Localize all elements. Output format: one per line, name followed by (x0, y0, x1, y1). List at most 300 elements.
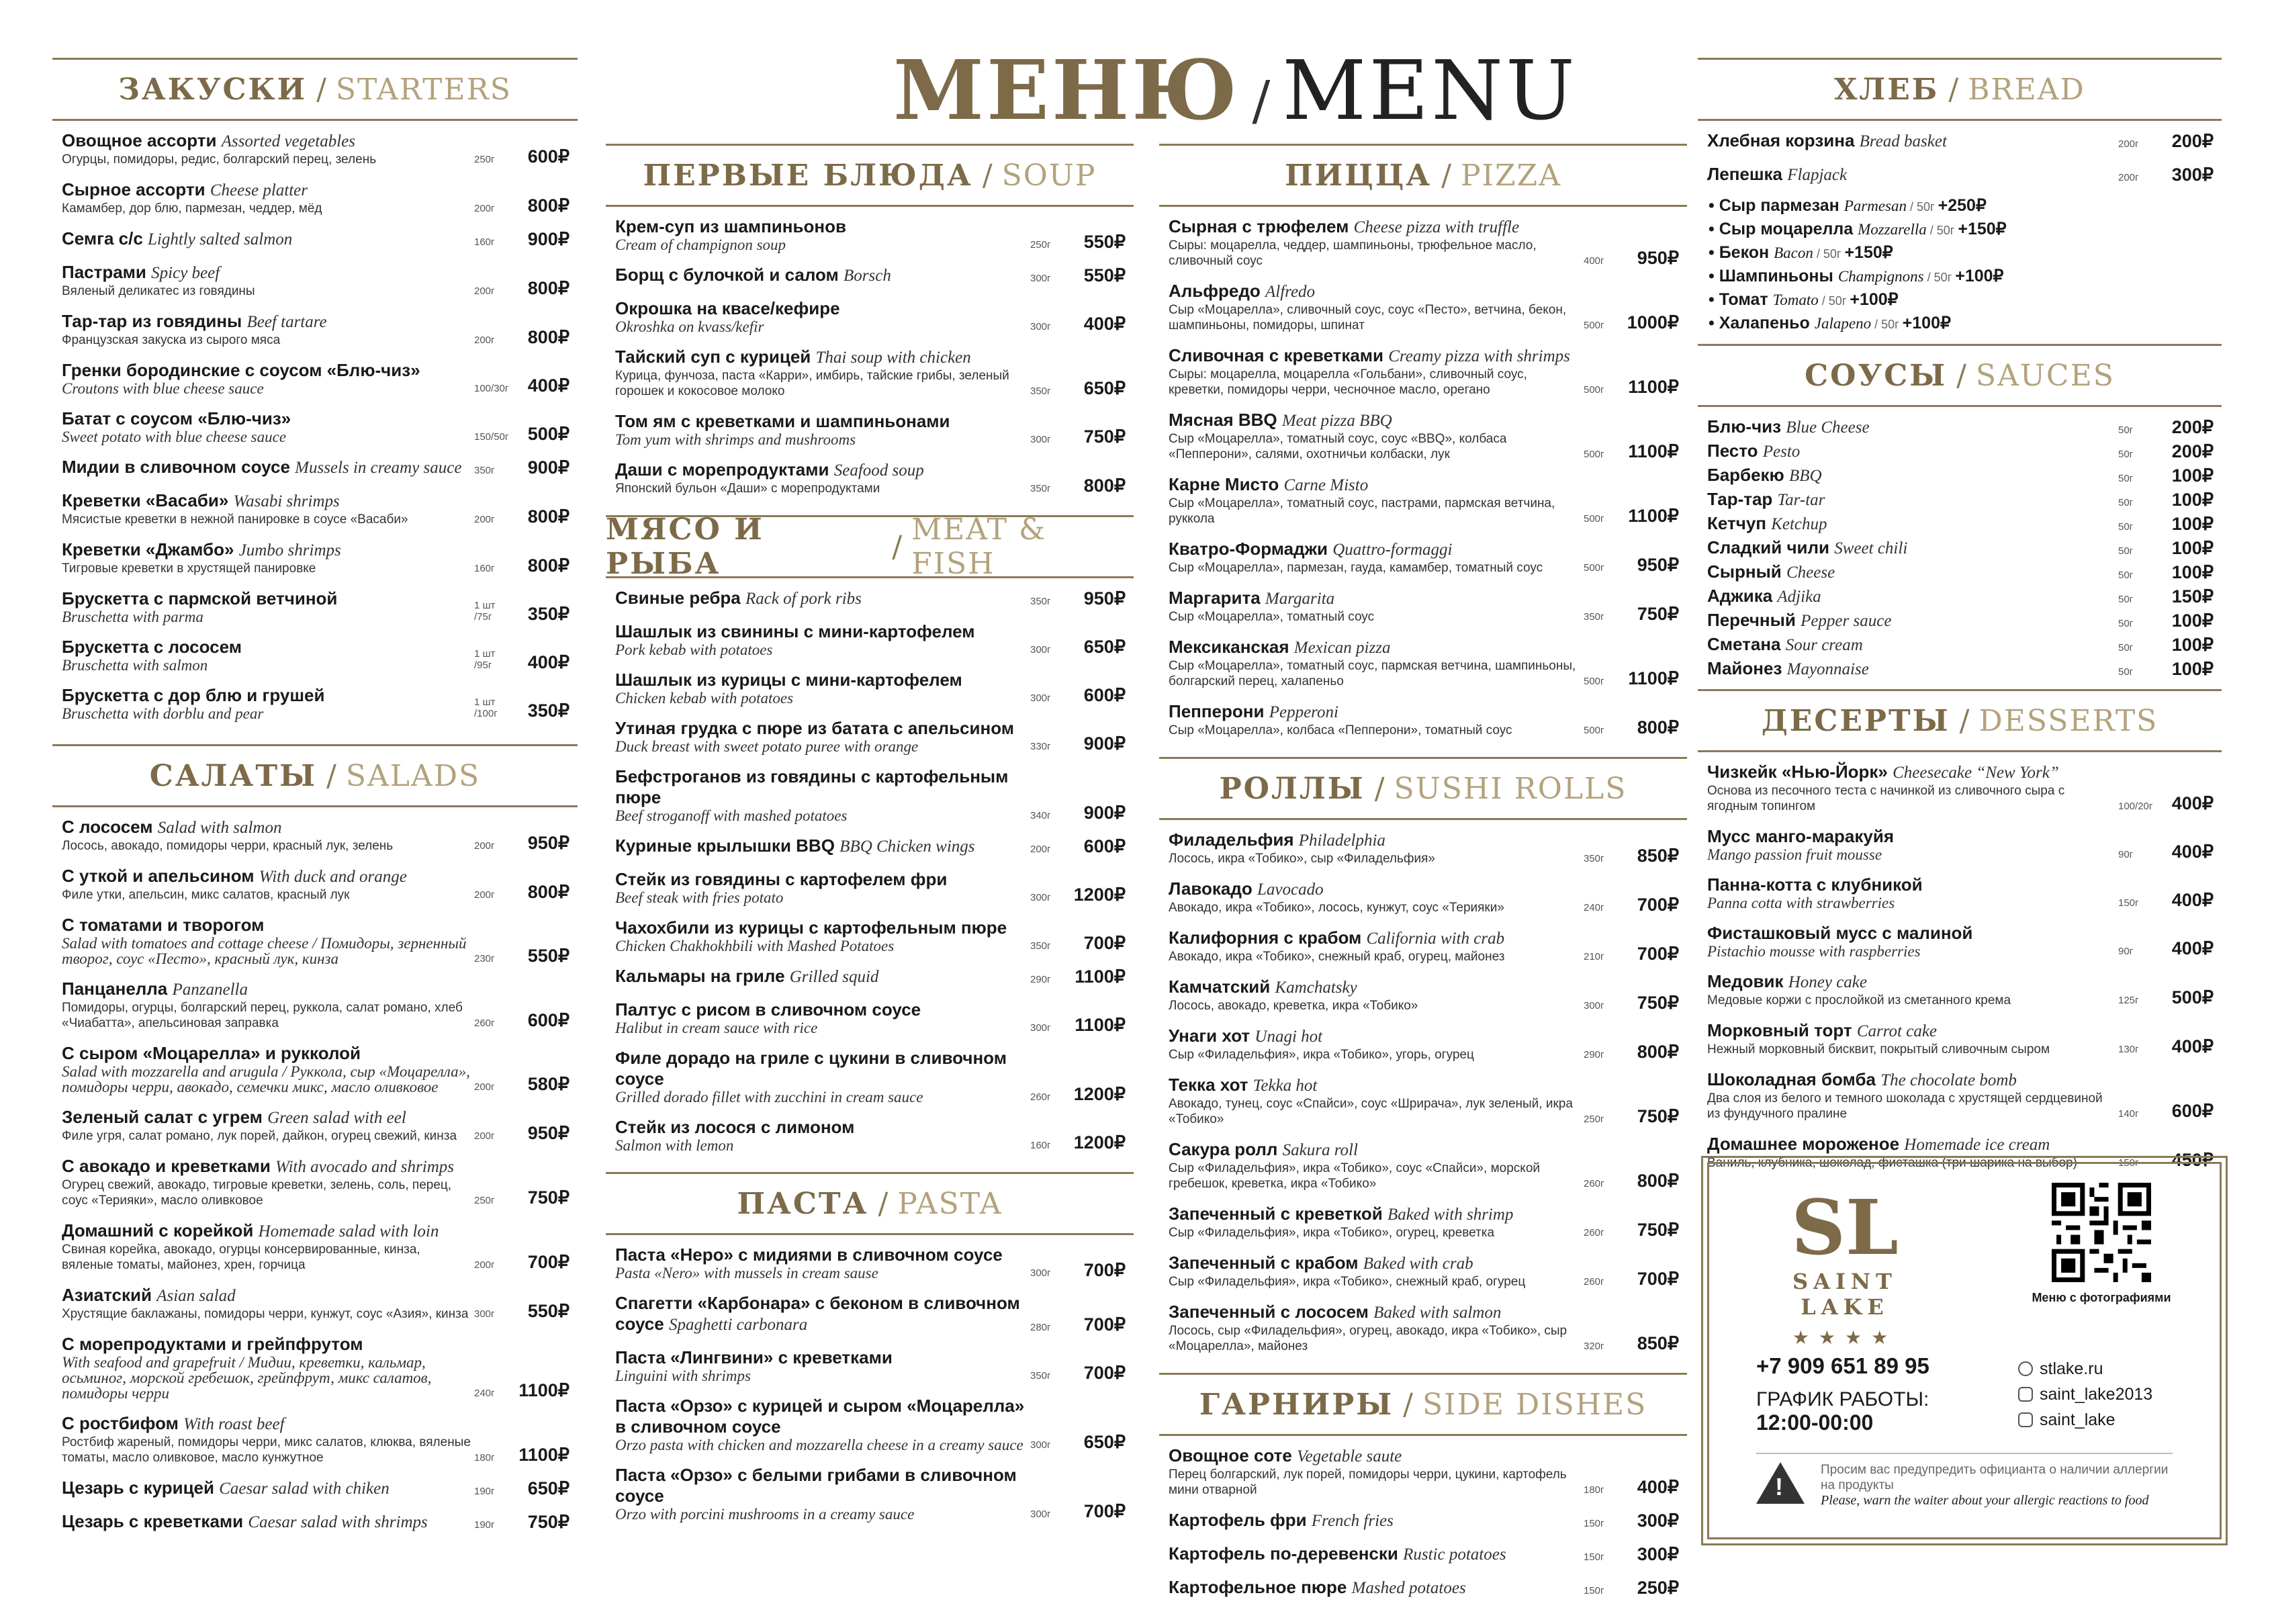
item-text (1707, 1069, 2118, 1122)
item-name-en: Caesar salad with shrimps (248, 1513, 428, 1531)
item-name-en: Borsch (844, 267, 891, 285)
item-text (62, 1478, 474, 1499)
warning-text-en: Please, warn the waiter about your allergic reactions to food (1821, 1493, 2149, 1508)
item-text (62, 817, 474, 854)
item-text (615, 718, 1030, 754)
item-name: Альфредо Alfredo (1169, 281, 1316, 301)
menu-item (62, 360, 570, 396)
item-price: 650₽ (527, 1478, 570, 1498)
warning-icon: ! (1756, 1462, 1805, 1504)
item-name: Текка хот Tekka hot (1169, 1075, 1318, 1095)
item-description: Вяленый деликатес из говядины (62, 284, 255, 298)
menu-item (615, 347, 1126, 399)
item-name: Медовик Honey cake (1707, 971, 1868, 991)
item-name: Гренки бородинские с соусом «Блю-чиз» (62, 360, 420, 380)
menu-item (62, 588, 570, 625)
item-name: Креветки «Васаби» Wasabi shrimps (62, 490, 340, 510)
item-weight: 260г (1584, 1227, 1604, 1238)
item-text (615, 588, 1030, 609)
item-name-en: Unagi hot (1255, 1028, 1323, 1046)
item-description: Камамбер, дор блю, пармезан, чеддер, мёд (62, 201, 322, 216)
menu-item (62, 1043, 570, 1095)
qr-code-icon[interactable] (2052, 1183, 2151, 1282)
item-text (1707, 634, 2118, 656)
item-weight: 200г (474, 334, 495, 346)
addon-price: +150₽ (1844, 243, 1893, 262)
item-text (615, 265, 1030, 286)
menu-item (1707, 164, 2214, 185)
item-weight: 290г (1584, 1049, 1604, 1061)
item-price: 800₽ (527, 882, 570, 902)
item-name: Тайский суп с курицей Thai soup with chicken (615, 347, 971, 367)
item-name-en: Kamchatsky (1275, 979, 1357, 997)
phone-number[interactable]: +7 909 651 89 95 (1756, 1353, 1929, 1378)
item-name: Картофель по-деревенски Rustic potatoes (1169, 1543, 1506, 1564)
item-price: 350₽ (527, 604, 570, 624)
item-weight: 280г (1030, 1322, 1051, 1333)
item-weight: 300г (1030, 273, 1051, 284)
item-text (1169, 829, 1584, 866)
item-text (62, 1043, 474, 1095)
item-name: Тар-тар из говядины Beef tartare (62, 311, 327, 331)
item-text (1707, 762, 2118, 814)
item-price: 600₽ (527, 146, 570, 167)
item-description: Свиная корейка, авокадо, огурцы консервированные, кинза, вяленые томаты, майонез, хрен, горчица (62, 1243, 420, 1272)
item-weight: 260г (1584, 1178, 1604, 1189)
menu-item (1169, 216, 1679, 269)
item-name-en: Mussels in creamy sauce (295, 459, 462, 477)
item-weight: 1 шт /95г (474, 648, 496, 671)
item-weight: 200г (474, 1081, 495, 1093)
item-name: Калифорния с крабом California with crab (1169, 928, 1505, 948)
item-name-en: Lightly salted salmon (148, 230, 293, 249)
item-price: 400₽ (527, 375, 570, 396)
menu-item (62, 228, 570, 250)
item-name-en: Green salad with eel (267, 1109, 406, 1127)
menu-item (1169, 1577, 1679, 1598)
menu-item (615, 588, 1126, 609)
item-price: 250₽ (1637, 1578, 1679, 1598)
item-description: With seafood and grapefruit / Мидии, креветки, кальмар, осьминог, морской гребешок, грейпфрут, микс салатов, помидоры черри (62, 1354, 432, 1402)
item-price: 100₽ (2171, 490, 2214, 510)
item-name-en: Grilled squid (789, 968, 879, 986)
vk-link[interactable] (2018, 1382, 2152, 1407)
item-name: Цезарь с курицей Caesar salad with chiken (62, 1478, 390, 1498)
item-name: Овощное соте Vegetable saute (1169, 1445, 1402, 1465)
item-description: Хрустящие баклажаны, помидоры черри, кунжут, соус «Азия», кинза (62, 1307, 469, 1321)
addon-name-en: Bacon (1774, 244, 1813, 261)
item-name: Паста «Неро» с мидиями в сливочном соусе (615, 1245, 1003, 1265)
item-price: 900₽ (1083, 803, 1126, 823)
item-name-en: Seafood soup (833, 461, 924, 480)
item-price: 100₽ (2171, 611, 2214, 631)
site-link[interactable] (2018, 1356, 2152, 1382)
section-header-bread: ХЛЕБ / BREAD (1698, 58, 2222, 121)
item-text (1169, 1510, 1584, 1531)
item-name-en: Sweet chili (1834, 539, 1908, 557)
item-name: Шашлык из курицы с мини-картофелем (615, 670, 962, 690)
menu-item (615, 621, 1126, 658)
item-name: Майонез Mayonnaise (1707, 658, 1869, 678)
item-name-en: Tekka hot (1253, 1077, 1318, 1095)
item-name: Сырное ассорти Cheese platter (62, 179, 308, 199)
item-text (1169, 637, 1584, 689)
item-name: Том ям с креветками и шампиньонами (615, 411, 950, 431)
item-price: 1100₽ (1075, 966, 1126, 987)
item-description: Сыр «Моцарелла», колбаса «Пепперони», томатный соус (1169, 723, 1512, 737)
schedule-time: 12:00-00:00 (1756, 1410, 1874, 1435)
menu-item (615, 966, 1126, 987)
item-text (1707, 561, 2118, 583)
item-weight: 250г (1584, 1114, 1604, 1125)
item-name-en: Bread basket (1859, 132, 1947, 150)
instagram-text: saint_lake (2040, 1410, 2116, 1429)
menu-item (1169, 345, 1679, 398)
menu-item (615, 917, 1126, 954)
item-description: Panna cotta with strawberries (1707, 895, 1895, 911)
menu-item (62, 539, 570, 576)
item-name: Чахохбили из курицы с картофельным пюре (615, 917, 1007, 938)
item-price: 650₽ (1083, 378, 1126, 398)
item-text (1707, 971, 2118, 1008)
menu-item (1169, 1204, 1679, 1240)
item-weight: 260г (1584, 1276, 1604, 1288)
item-weight: 150/50г (474, 431, 509, 443)
menu-item (62, 1285, 570, 1322)
item-text (1707, 416, 2118, 438)
item-description: Chicken Chakhokhbili with Mashed Potatoes (615, 938, 895, 954)
item-description: Мясистые креветки в нежной панировке в соусе «Васаби» (62, 512, 408, 527)
menu-item (1169, 1510, 1679, 1531)
item-text (1707, 164, 2118, 185)
menu-item (615, 265, 1126, 286)
item-description: Сыр «Моцарелла», пармезан, гауда, камамбер, томатный соус (1169, 561, 1543, 575)
menu-item (62, 1334, 570, 1401)
item-name-en: The chocolate bomb (1880, 1071, 2017, 1089)
item-text (62, 866, 474, 903)
item-text (615, 766, 1030, 823)
item-text (615, 917, 1030, 954)
bread-addon: • Халапеньо Jalapeno / 50г +100₽ (1709, 314, 1951, 332)
section-title-en: SALADS (345, 758, 481, 793)
item-description: Pasta «Nero» with mussels in cream sause (615, 1265, 878, 1281)
bread-addon: • Сыр моцарелла Mozzarella / 50г +150₽ (1709, 220, 2007, 238)
item-price: 600₽ (2171, 1101, 2214, 1121)
item-name: Камчатский Kamchatsky (1169, 977, 1357, 997)
item-name: Сырный Cheese (1707, 561, 1835, 582)
item-name-en: California with crab (1366, 930, 1505, 948)
menu-item (615, 718, 1126, 754)
item-name: Брускетта с лососем (62, 637, 242, 657)
item-weight: 300г (1030, 1439, 1051, 1451)
item-name-en: Mayonnaise (1786, 660, 1869, 678)
item-description: Ваниль, клубника, шоколад, фисташка (три шарика на выбор) (1707, 1156, 2077, 1170)
item-price: 750₽ (527, 1512, 570, 1532)
item-name: Паста «Орзо» с белыми грибами в сливочном соусе (615, 1465, 1017, 1506)
item-name-en: Lavocado (1257, 881, 1324, 899)
item-name: Зеленый салат с угрем Green salad with eel (62, 1107, 406, 1127)
item-name: Брускетта с пармской ветчиной (62, 588, 338, 608)
menu-item (615, 411, 1126, 447)
item-name-en: Cheese pizza with truffle (1353, 218, 1520, 236)
menu-item (1169, 588, 1679, 625)
item-text (1707, 441, 2118, 462)
item-price: 100₽ (2171, 465, 2214, 486)
item-description: Mango passion fruit mousse (1707, 846, 1882, 863)
item-text (1707, 465, 2118, 486)
item-text (1707, 586, 2118, 607)
item-text (1169, 1253, 1584, 1290)
item-weight: 190г (474, 1486, 495, 1497)
item-weight: 90г (2118, 849, 2134, 860)
item-price: 600₽ (1083, 836, 1126, 856)
item-price: 700₽ (1083, 1363, 1126, 1383)
menu-item (1169, 829, 1679, 866)
item-price: 400₽ (2171, 793, 2214, 813)
item-weight: 150г (1584, 1518, 1604, 1529)
item-description: Ростбиф жареный, помидоры черри, микс салатов, клюква, вяленые томаты, масло оливковое, масло кунжутное (62, 1435, 471, 1465)
item-price: 800₽ (527, 555, 570, 576)
item-text (615, 1048, 1030, 1105)
item-text (615, 1465, 1030, 1522)
item-text (1169, 1139, 1584, 1191)
item-name: Азиатский Asian salad (62, 1285, 236, 1305)
item-weight: 1 шт /75г (474, 600, 496, 623)
menu-item (1169, 281, 1679, 333)
soup-list (606, 207, 1134, 515)
sides-list (1159, 1436, 1687, 1617)
item-name: Семга с/с Lightly salted salmon (62, 228, 293, 249)
item-price: 700₽ (1637, 944, 1679, 964)
item-price: 100₽ (2171, 659, 2214, 679)
item-price: 700₽ (1083, 933, 1126, 953)
item-description: Огурец свежий, авокадо, тигровые креветки, зелень, соль, перец, соус «Терияки», масло оливковое (62, 1178, 452, 1208)
item-weight: 500г (1584, 676, 1604, 687)
item-name-en: BBQ Chicken wings (839, 838, 975, 856)
item-text (1169, 1026, 1584, 1063)
item-text (1169, 1577, 1584, 1598)
item-name: Пастрами Spicy beef (62, 262, 220, 282)
item-description: Сыр «Филадельфия», икра «Тобико», огурец, креветка (1169, 1226, 1495, 1240)
addon-name-en: Tomato (1772, 291, 1819, 308)
item-description: Salad with tomatoes and cottage cheese / Помидоры, зерненный творог, соус «Песто», красный лук, кинза (62, 935, 467, 967)
item-name: Креветки «Джамбо» Jumbo shrimps (62, 539, 341, 559)
item-price: 550₽ (527, 946, 570, 966)
item-name: Стейк из лосося с лимоном (615, 1117, 855, 1137)
menu-item (62, 1220, 570, 1273)
item-price: 850₽ (1637, 1333, 1679, 1353)
menu-item (62, 979, 570, 1031)
item-name-en: Cheese (1786, 563, 1835, 582)
section-header-soup: ПЕРВЫЕ БЛЮДА / SOUP (606, 144, 1134, 207)
item-name: Барбекю BBQ (1707, 465, 1822, 485)
item-weight: 1 шт /100г (474, 696, 498, 719)
item-name: Цезарь с креветками Caesar salad with shrimps (62, 1511, 428, 1531)
item-text (1169, 281, 1584, 333)
item-weight: 290г (1030, 974, 1051, 985)
menu-item (1707, 513, 2214, 535)
item-name: С уткой и апельсином With duck and orange (62, 866, 407, 886)
item-price: 700₽ (1083, 1260, 1126, 1280)
addon-weight: / 50г (1926, 224, 1958, 237)
logo-stars: ★★★★ (1792, 1327, 1898, 1348)
menu-item (1169, 977, 1679, 1013)
menu-item (62, 685, 570, 721)
instagram-link[interactable] (2018, 1407, 2152, 1433)
item-name: Унаги хот Unagi hot (1169, 1026, 1323, 1046)
item-text (615, 1293, 1030, 1335)
item-text (62, 979, 474, 1031)
item-weight: 400г (1584, 255, 1604, 267)
item-text (1707, 513, 2118, 535)
item-name: Мидии в сливочном соусе Mussels in creamy sauce (62, 457, 462, 477)
item-name: Чизкейк «Нью-Йорк» Cheesecake “New York” (1707, 762, 2059, 782)
item-description: Два слоя из белого и темного шоколада с хрустящей сердцевиной из фундучного пралине (1707, 1091, 2103, 1121)
item-text (1707, 874, 2118, 911)
item-price: 800₽ (1637, 1171, 1679, 1191)
item-text (1707, 826, 2118, 862)
item-description: Salmon with lemon (615, 1137, 734, 1154)
item-description: Сыр «Моцарелла», сливочный соус, соус «Песто», ветчина, бекон, шампиньоны, помидоры, шпинат (1169, 303, 1567, 332)
item-description: Orzo with porcini mushrooms in a creamy sauce (615, 1506, 915, 1523)
item-name-en: Beef tartare (246, 313, 327, 331)
menu-item (62, 1156, 570, 1208)
menu-item (615, 836, 1126, 857)
item-weight: 200г (474, 514, 495, 525)
item-text (62, 1413, 474, 1465)
item-description: Медовые коржи с прослойкой из сметанного крема (1707, 993, 2011, 1007)
menu-item (1707, 1020, 2214, 1057)
bread-addon: • Томат Tomato / 50г +100₽ (1709, 290, 1899, 309)
addon-price: +150₽ (1958, 220, 2007, 238)
item-weight: 150г (2118, 897, 2139, 909)
section-title-ru: ПИЦЦА (1285, 158, 1432, 193)
addon-name-en: Jalapeno (1814, 315, 1872, 332)
item-description: Bruschetta with salmon (62, 657, 208, 674)
item-price: 400₽ (2171, 938, 2214, 958)
item-weight: 50г (2118, 473, 2134, 484)
item-weight: 180г (474, 1452, 495, 1463)
item-price: 500₽ (2171, 987, 2214, 1007)
item-weight: 200г (2118, 172, 2139, 183)
item-name: Карне Мисто Carne Misto (1169, 474, 1369, 494)
addon-weight: / 50г (1813, 247, 1845, 261)
item-description: Okroshka on kvass/kefir (615, 318, 764, 335)
item-name: Филадельфия Philadelphia (1169, 829, 1385, 850)
section-title-ru: ГАРНИРЫ (1199, 1387, 1394, 1422)
menu-item (1707, 130, 2214, 152)
item-description: Японский бульон «Даши» с морепродуктами (615, 482, 880, 496)
item-name: Картофельное пюре Mashed potatoes (1169, 1577, 1466, 1597)
item-name-en: Alfredo (1265, 283, 1316, 301)
item-price: 300₽ (1637, 1510, 1679, 1531)
menu-item (615, 1048, 1126, 1105)
item-name: Свиные ребра Rack of pork ribs (615, 588, 862, 608)
item-description: Beef steak with fries potato (615, 889, 784, 906)
item-text (615, 621, 1030, 658)
salads-list (52, 807, 578, 1551)
item-name-en: Homemade ice cream (1904, 1136, 2050, 1154)
section-title-ru: ДЕСЕРТЫ (1761, 703, 1950, 738)
item-name: Фисташковый мусс с малиной (1707, 923, 1973, 943)
item-text (615, 1347, 1030, 1384)
section-title-en: SUSHI ROLLS (1394, 771, 1627, 806)
section-title-en: PASTA (897, 1186, 1003, 1221)
item-price: 700₽ (527, 1252, 570, 1272)
schedule-label: ГРАФИК РАБОТЫ: (1756, 1388, 1929, 1410)
item-price: 800₽ (527, 506, 570, 527)
item-description: Grilled dorado fillet with zucchini in cream sauce (615, 1089, 923, 1106)
menu-item (615, 1117, 1126, 1153)
item-text (1169, 588, 1584, 625)
item-description: Beef stroganoff with mashed potatoes (615, 807, 848, 824)
menu-item (62, 311, 570, 348)
item-name-en: With duck and orange (259, 868, 407, 886)
item-name: Лавокадо Lavocado (1169, 878, 1324, 899)
menu-item (615, 869, 1126, 905)
menu-item (1169, 928, 1679, 964)
item-description: Сыр «Филадельфия», икра «Тобико», соус «Спайси», морской гребешок, креветка, икра «Тобико» (1169, 1161, 1541, 1191)
item-text (1169, 1204, 1584, 1240)
addon-name-en: Parmesan (1844, 197, 1907, 214)
item-description: Сыры: моцарелла, чеддер, шампиньоны, трюфельное масло, сливочный соус (1169, 238, 1537, 268)
item-text (615, 869, 1030, 905)
item-price: 400₽ (527, 652, 570, 672)
item-price: 950₽ (1637, 248, 1679, 268)
item-price: 400₽ (1083, 314, 1126, 334)
item-name-en: Homemade salad with loin (258, 1222, 439, 1240)
item-weight: 50г (2118, 618, 2134, 629)
item-description: Bruschetta with parma (62, 608, 203, 625)
column-pizza-rolls-sides (1159, 144, 1687, 1617)
item-name: Аджика Adjika (1707, 586, 1821, 606)
item-text (1169, 1302, 1584, 1354)
item-name-en: Salad with salmon (157, 819, 282, 837)
item-name-en: French fries (1311, 1512, 1394, 1530)
item-name: Сладкий чили Sweet chili (1707, 537, 1908, 557)
item-name: Филе дорадо на гриле с цукини в сливочном соусе (615, 1048, 1007, 1089)
schedule (1756, 1388, 1929, 1435)
bread-addon: • Бекон Bacon / 50г +150₽ (1709, 243, 1893, 262)
item-text (62, 130, 474, 167)
starters-list (52, 121, 578, 740)
item-price: 800₽ (527, 195, 570, 216)
item-text (615, 1245, 1030, 1281)
item-price: 950₽ (1637, 555, 1679, 575)
item-price: 750₽ (1637, 604, 1679, 624)
menu-item (1169, 1445, 1679, 1498)
menu-item (62, 408, 570, 445)
menu-item (62, 179, 570, 216)
item-description: Salad with mozzarella and arugula / Руккола, сыр «Моцарелла», помидоры черри, авокадо, семечки микс, масло оливковое (62, 1063, 470, 1095)
item-weight: 500г (1584, 725, 1604, 736)
item-name-en: BBQ (1789, 467, 1822, 485)
item-description: Сыр «Моцарелла», томатный соус, соус «BBQ», колбаса «Пепперони», салями, охотничьи колбаски, лук (1169, 432, 1507, 461)
menu-item (62, 817, 570, 854)
item-text (1707, 658, 2118, 680)
item-price: 1100₽ (1628, 377, 1679, 397)
item-name: Куриные крылышки BBQ BBQ Chicken wings (615, 836, 975, 856)
item-name: Стейк из говядины с картофелем фри (615, 869, 948, 889)
item-text (1169, 410, 1584, 462)
item-name-en: Spicy beef (151, 264, 220, 282)
item-name: Кетчуп Ketchup (1707, 513, 1827, 533)
addon-weight: / 50г (1907, 200, 1938, 214)
menu-title-ru: МЕНЮ (893, 42, 1240, 138)
item-price: 750₽ (1637, 993, 1679, 1013)
item-price: 750₽ (1637, 1220, 1679, 1240)
item-weight: 140г (2118, 1108, 2139, 1120)
